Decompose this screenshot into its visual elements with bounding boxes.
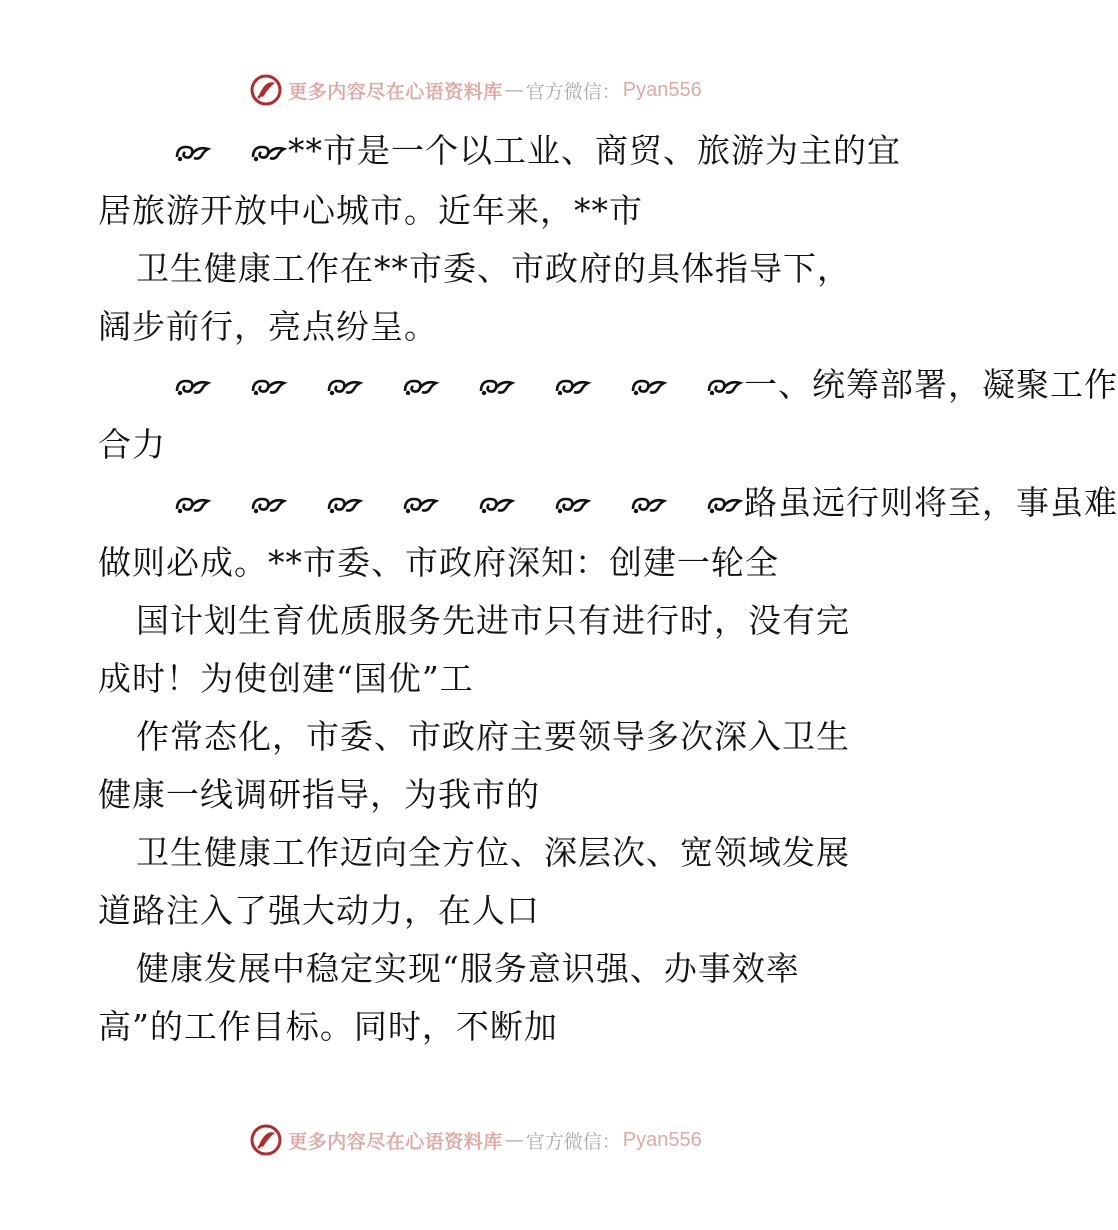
paragraph-line: [98, 416, 858, 474]
brand-logo-icon: [248, 1122, 284, 1158]
paragraph-line: [98, 182, 858, 240]
line-text: 一、统筹部署，凝聚工作: [744, 365, 1118, 404]
line-text: 道路注入了强大动力，在人口: [98, 891, 540, 930]
paragraph-line: [98, 824, 858, 882]
paragraph-line: [98, 240, 858, 298]
paragraph: [98, 240, 858, 356]
brand-logo-icon: [248, 72, 284, 108]
ornament-icon: [364, 476, 440, 534]
line-text: **市是一个以工业、商贸、旅游为主的宜: [288, 131, 901, 170]
line-text: 阔步前行，亮点纷呈。: [98, 307, 438, 346]
paragraph-line: [98, 534, 858, 592]
paragraph: [98, 474, 1118, 592]
banner-official-label: 官方微信：: [525, 1130, 621, 1153]
paragraph: [98, 940, 858, 1056]
banner-dash: —: [504, 79, 524, 101]
paragraph: [98, 824, 858, 940]
ornament-icon: [516, 476, 592, 534]
paragraph-line: [98, 356, 1118, 416]
ornament-icon: [288, 476, 364, 534]
ornament-icon: [592, 476, 668, 534]
paragraph: [98, 122, 901, 240]
ornament-icon: [212, 124, 288, 182]
banner-text: 更多内容尽在心语资料库: [288, 80, 503, 103]
ornament-icon: [364, 358, 440, 416]
paragraph-line: [98, 122, 901, 182]
line-text: 国计划生育优质服务先进市只有进行时，没有完: [136, 601, 850, 640]
line-text: 居旅游开放中心城市。近年来，**市: [98, 191, 643, 230]
line-text: 成时！为使创建“国优”工: [98, 659, 474, 698]
line-text: 健康发展中稳定实现“服务意识强、办事效率: [136, 949, 800, 988]
header-banner: [0, 70, 950, 110]
footer-banner: [0, 1120, 950, 1160]
paragraph-line: [98, 940, 858, 998]
paragraph-line: [98, 650, 858, 708]
document-body: [98, 122, 1118, 1056]
line-text: 合力: [98, 425, 166, 464]
paragraph: [98, 356, 1118, 474]
ornament-icon: [288, 358, 364, 416]
banner-text: 更多内容尽在心语资料库: [288, 1130, 503, 1153]
paragraph-line: [98, 708, 858, 766]
line-text: 健康一线调研指导，为我市的: [98, 775, 540, 814]
line-text: 作常态化，市委、市政府主要领导多次深入卫生: [136, 717, 850, 756]
banner-dash: —: [504, 1129, 524, 1151]
line-text: 做则必成。**市委、市政府深知：创建一轮全: [98, 543, 779, 582]
paragraph: [98, 592, 858, 708]
paragraph: [98, 708, 858, 824]
ornament-icon: [212, 358, 288, 416]
paragraph-line: [98, 998, 858, 1056]
ornament-icon: [516, 358, 592, 416]
ornament-icon: [668, 476, 744, 534]
ornament-icon: [440, 476, 516, 534]
line-text: 卫生健康工作迈向全方位、深层次、宽领域发展: [136, 833, 850, 872]
ornament-icon: [592, 358, 668, 416]
ornament-icon: [440, 358, 516, 416]
paragraph-line: [98, 474, 1118, 534]
banner-wechat-id: Pyan556: [622, 1128, 702, 1151]
ornament-icon: [136, 358, 212, 416]
ornament-icon: [212, 476, 288, 534]
line-text: 路虽远行则将至，事虽难: [744, 483, 1118, 522]
banner-wechat-id: Pyan556: [622, 78, 702, 101]
paragraph-line: [98, 298, 858, 356]
ornament-icon: [136, 476, 212, 534]
ornament-icon: [668, 358, 744, 416]
paragraph-line: [98, 882, 858, 940]
banner-official-label: 官方微信：: [525, 80, 621, 103]
line-text: 高”的工作目标。同时，不断加: [98, 1007, 558, 1046]
ornament-icon: [136, 124, 212, 182]
paragraph-line: [98, 592, 858, 650]
paragraph-line: [98, 766, 858, 824]
line-text: 卫生健康工作在**市委、市政府的具体指导下，: [136, 249, 851, 288]
